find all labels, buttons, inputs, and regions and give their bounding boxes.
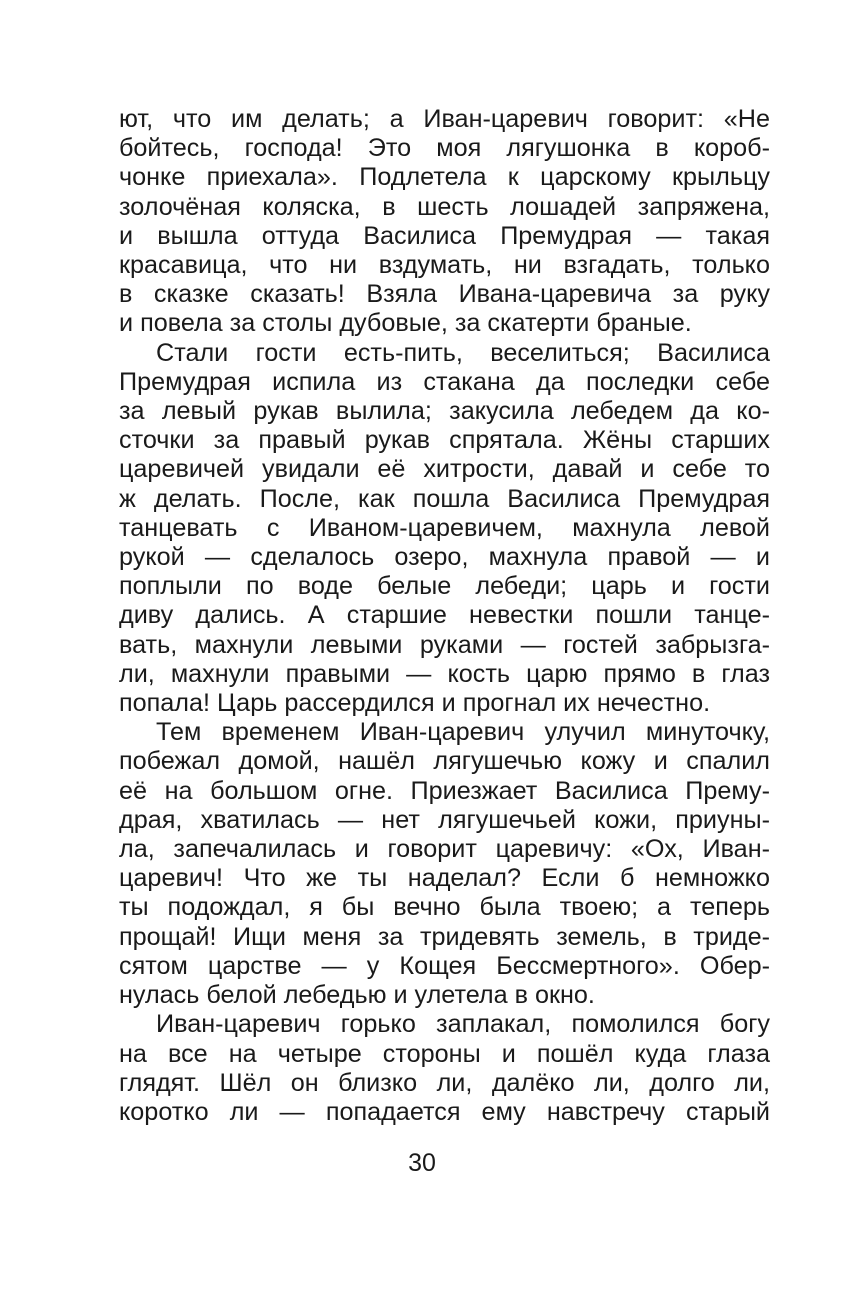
text-line: ли, махнули правыми — кость царю прямо в глаз [119,659,770,688]
text-line: ла, запечалилась и говорит царевичу: «Ох, Иван- [119,835,770,864]
text-line: Стали гости есть-пить, веселиться; Василиса [156,338,770,367]
text-line: поплыли по воде белые лебеди; царь и гости [119,572,770,601]
text-line: бойтесь, господа! Это моя лягушонка в короб- [119,134,770,163]
text-line: драя, хватилась — нет лягушечьей кожи, приуны- [119,805,770,834]
text-line: в сказке сказать! Взяла Ивана-царевича за руку [119,280,770,309]
text-line: ют, что им делать; а Иван-царевич говорит: «Не [119,105,770,133]
text-line: попала! Царь рассердился и прогнал их нечестно. [119,689,711,718]
text-line: на все на четыре стороны и пошёл куда глаза [119,1039,770,1068]
paragraph [119,105,770,339]
text-line: диву дались. А старшие невестки пошли танце- [119,601,770,630]
text-line: глядят. Шёл он близко ли, далёко ли, долго ли, [119,1068,770,1097]
text-line: золочёная коляска, в шесть лошадей запряжена, [119,192,770,221]
text-line: и вышла оттуда Василиса Премудрая — такая [119,221,770,250]
text-line: красавица, что ни вздумать, ни взгадать, только [119,251,770,280]
paragraph [119,718,770,1010]
text-line: ж делать. После, как пошла Василиса Премудрая [119,484,770,513]
text-line: Премудрая испила из стакана да последки себе [119,367,770,396]
text-line: побежал домой, нашёл лягушечью кожу и спалил [119,747,770,776]
page-number: 30 [408,1149,436,1177]
body-text [119,105,770,1127]
text-line: чонке приехала». Подлетела к царскому крыльцу [119,163,770,192]
paragraph [119,1010,770,1127]
text-line: за левый рукав вылила; закусила лебедем да ко- [119,397,770,426]
text-line: нулась белой лебедью и улетела в окно. [119,981,595,1010]
text-line: царевичей увидали её хитрости, давай и себе то [119,455,770,484]
text-line: сятом царстве — у Кощея Бессмертного». Обер- [119,951,770,980]
text-line: и повела за столы дубовые, за скатерти браные. [119,309,692,338]
text-line: ты подождал, я бы вечно была твоею; а теперь [119,893,770,922]
text-line: её на большом огне. Приезжает Василиса Прему- [119,776,770,805]
text-line: прощай! Ищи меня за тридевять земель, в триде- [119,922,770,951]
text-line: рукой — сделалось озеро, махнула правой — и [119,543,770,572]
text-line: Тем временем Иван-царевич улучил минуточку, [156,718,770,747]
paragraph [119,339,770,719]
text-line: царевич! Что же ты наделал? Если б немножко [119,864,770,893]
text-line: танцевать с Иваном-царевичем, махнула левой [119,513,770,542]
text-line: сточки за правый рукав спрятала. Жёны старших [119,426,770,455]
text-line: Иван-царевич горько заплакал, помолился богу [156,1010,770,1039]
text-line: вать, махнули левыми руками — гостей забрызга- [119,630,770,659]
text-line: коротко ли — попадается ему навстречу старый [119,1097,770,1126]
